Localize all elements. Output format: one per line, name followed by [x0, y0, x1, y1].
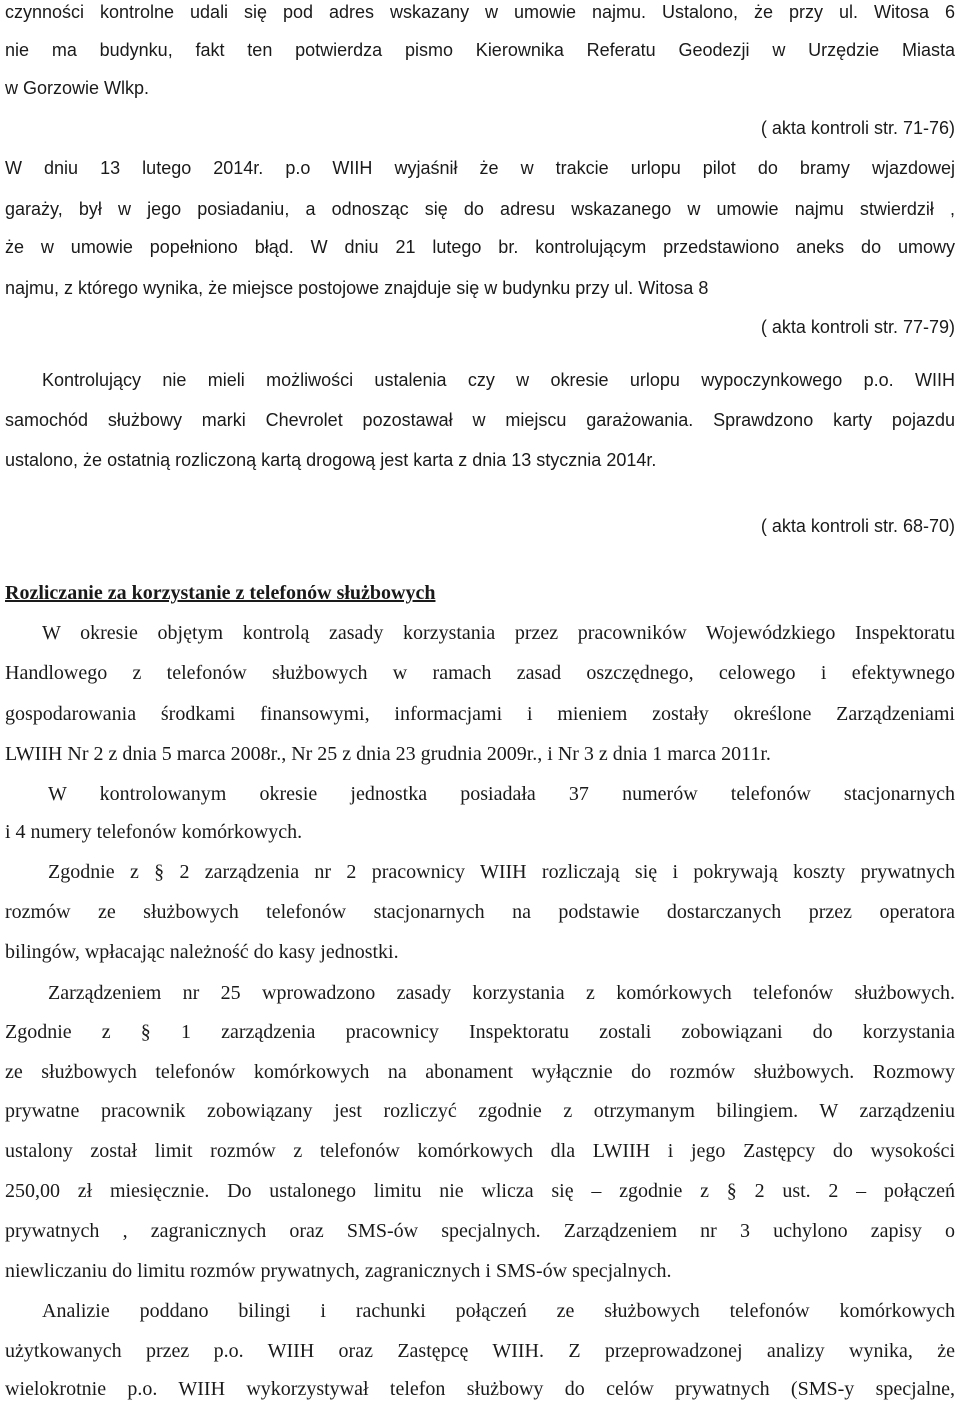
paragraph-line: czynności kontrolne udali się pod adres wskazany w umowie najmu. Ustalono, że przy ul. Witosa 6 [5, 2, 955, 22]
paragraph-line: ustalony został limit rozmów z telefonów komórkowych dla LWIIH i jego Zastępcy do wysokości [5, 1140, 955, 1162]
paragraph-line: prywatne pracownik zobowiązany jest rozliczyć zgodnie z otrzymanym bilingiem. W zarządzeniu [5, 1100, 955, 1122]
paragraph-line: Zarządzeniem nr 25 wprowadzono zasady korzystania z komórkowych telefonów służbowych. [48, 982, 955, 1004]
paragraph-line: Zgodnie z § 1 zarządzenia pracownicy Inspektoratu zostali zobowiązani do korzystania [5, 1021, 955, 1043]
paragraph-line: garaży, był w jego posiadaniu, a odnosząc się do adresu wskazanego w umowie najmu stwierdził , [5, 199, 955, 219]
paragraph-line: W okresie objętym kontrolą zasady korzystania przez pracowników Wojewódzkiego Inspektoratu [42, 622, 955, 644]
paragraph-line: najmu, z którego wynika, że miejsce postojowe znajduje się w budynku przy ul. Witosa 8 [5, 278, 709, 298]
paragraph-line: ustalono, że ostatnią rozliczoną kartą drogową jest karta z dnia 13 stycznia 2014r. [5, 450, 657, 470]
paragraph-line: gospodarowania środkami finansowymi, informacjami i mieniem zostały określone Zarządzeniami [5, 703, 955, 725]
paragraph-line: w Gorzowie Wlkp. [5, 78, 150, 98]
paragraph-line: Zgodnie z § 2 zarządzenia nr 2 pracownicy WIIH rozliczają się i pokrywają koszty prywatnych [48, 861, 955, 883]
paragraph-line: niewliczaniu do limitu rozmów prywatnych, zagranicznych i SMS-ów specjalnych. [5, 1260, 672, 1282]
paragraph-line: LWIIH Nr 2 z dnia 5 marca 2008r., Nr 25 z dnia 23 grudnia 2009r., i Nr 3 z dnia 1 marca 2011r. [5, 743, 771, 765]
paragraph-line: 250,00 zł miesięcznie. Do ustalonego limitu nie wlicza się – zgodnie z § 2 ust. 2 – połączeń [5, 1180, 955, 1202]
paragraph-line: W kontrolowanym okresie jednostka posiadała 37 numerów telefonów stacjonarnych [48, 783, 955, 805]
reference-note: ( akta kontroli str. 68-70) [760, 516, 955, 536]
paragraph-line: i 4 numery telefonów komórkowych. [5, 821, 303, 843]
reference-note: ( akta kontroli str. 71-76) [760, 118, 955, 138]
paragraph-line: wielokrotnie p.o. WIIH wykorzystywał telefon służbowy do celów prywatnych (SMS-y specjalne, [5, 1378, 955, 1400]
paragraph-line: Handlowego z telefonów służbowych w ramach zasad oszczędnego, celowego i efektywnego [5, 662, 955, 684]
paragraph-line: W dniu 13 lutego 2014r. p.o WIIH wyjaśnił że w trakcie urlopu pilot do bramy wjazdowej [5, 158, 955, 178]
paragraph-line: Analizie poddano bilingi i rachunki połączeń ze służbowych telefonów komórkowych [42, 1300, 955, 1322]
paragraph-line: ze służbowych telefonów komórkowych na abonament wyłącznie do rozmów służbowych. Rozmowy [5, 1061, 955, 1083]
paragraph-line: samochód służbowy marki Chevrolet pozostawał w miejscu garażowania. Sprawdzono karty pojazdu [5, 410, 955, 430]
paragraph-line: prywatnych , zagranicznych oraz SMS-ów specjalnych. Zarządzeniem nr 3 uchylono zapisy o [5, 1220, 955, 1242]
paragraph-line: bilingów, wpłacając należność do kasy jednostki. [5, 941, 399, 963]
paragraph-line: że w umowie popełniono błąd. W dniu 21 lutego br. kontrolującym przedstawiono aneks do umowy [5, 237, 955, 257]
paragraph-line: użytkowanych przez p.o. WIIH oraz Zastępcę WIIH. Z przeprowadzonej analizy wynika, że [5, 1340, 955, 1362]
reference-note: ( akta kontroli str. 77-79) [760, 317, 955, 337]
paragraph-line: rozmów ze służbowych telefonów stacjonarnych na podstawie dostarczanych przez operatora [5, 901, 955, 923]
paragraph-line: Kontrolujący nie mieli możliwości ustalenia czy w okresie urlopu wypoczynkowego p.o. WIIH [42, 370, 955, 390]
paragraph-line: nie ma budynku, fakt ten potwierdza pismo Kierownika Referatu Geodezji w Urzędzie Miasta [5, 40, 955, 60]
section-heading: Rozliczanie za korzystanie z telefonów służbowych [5, 582, 436, 604]
